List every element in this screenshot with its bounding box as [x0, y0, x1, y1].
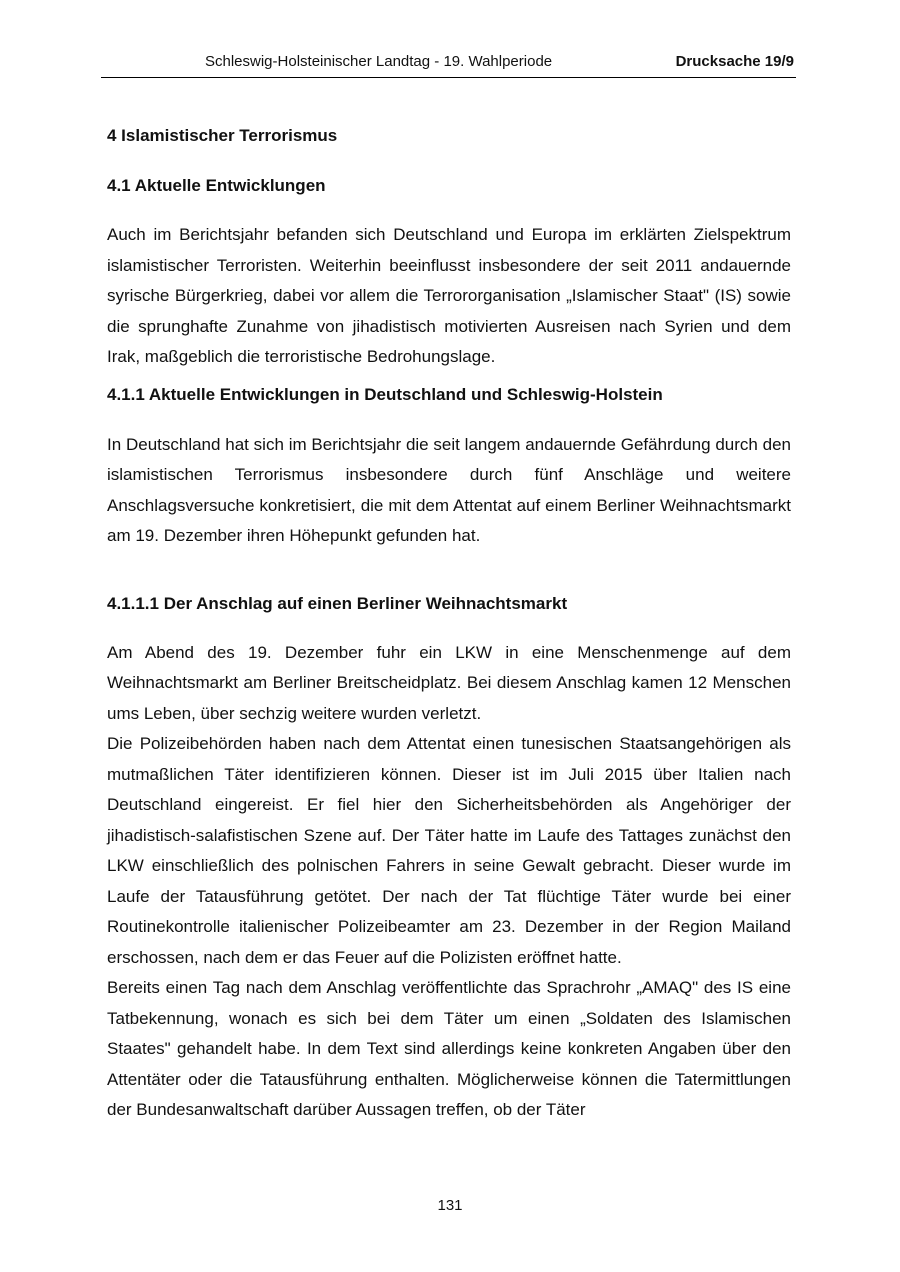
header-title: Schleswig-Holsteinischer Landtag - 19. Wahlperiode: [205, 53, 553, 70]
paragraph-4-1-1: In Deutschland hat sich im Berichtsjahr die seit langem andauernde Gefährdung durch den islamistischen Terrorismus insbesondere durch fünf Anschläge und weitere Anschlagsversuche konkretisiert, die mit dem Attentat auf einem Berliner Weihnachtsmarkt am 19. Dezember ihren Höhepunkt gefunden hat.: [107, 434, 791, 545]
page-number: 131: [437, 1197, 463, 1214]
paragraph-4-1-1-1-a: Am Abend des 19. Dezember fuhr ein LKW in eine Menschenmenge auf dem Weihnachtsmarkt am Berliner Breitscheidplatz. Bei diesem Anschlag kamen 12 Menschen ums Leben, über sechzig weitere wurden verletzt.: [107, 642, 791, 723]
paragraph-4-1-1-1-c: Bereits einen Tag nach dem Anschlag veröffentlichte das Sprachrohr „AMAQ" des IS eine Tatbekennung, wonach es sich bei dem Täter um einen „Soldaten des Islamischen Staates" gehandelt habe. In dem Text sind allerdings keine konkreten Angaben über den Attentäter oder die Tatausführung enthalten. Möglicherweise können die Tatermittlungen der Bundesanwaltschaft darüber Aussagen treffen, ob der Täter: [107, 978, 791, 1119]
page-content: [107, 124, 791, 1126]
paragraph-4-1-1-1-b: Die Polizeibehörden haben nach dem Attentat einen tunesischen Staatsangehörigen als mutmaßlichen Täter identifizieren können. Dieser ist im Juli 2015 über Italien nach Deutschland eingereist. Er fiel hier den Sicherheitsbehörden als Angehöriger der jihadistisch-salafistischen Szene auf. Der Täter hatte im Laufe des Tattages zunächst den LKW einschließlich des polnischen Fahrers in seine Gewalt gebracht. Dieser wurde im Laufe der Tatausführung getötet. Der nach der Tat flüchtige Täter wurde bei einer Routinekontrolle italienischer Polizeibeamter am 23. Dezember in der Region Mailand erschossen, nach dem er das Feuer auf die Polizisten eröffnet hatte.: [107, 734, 791, 967]
section-heading-4-1: 4.1 Aktuelle Entwicklungen: [107, 176, 326, 195]
section-heading-4-1-1-1: 4.1.1.1 Der Anschlag auf einen Berliner Weihnachtsmarkt: [107, 593, 568, 613]
section-heading-4: 4 Islamistischer Terrorismus: [107, 126, 338, 145]
document-number: Drucksache 19/9: [675, 53, 794, 70]
section-heading-4-1-1: 4.1.1 Aktuelle Entwicklungen in Deutschland und Schleswig-Holstein: [107, 384, 663, 404]
paragraph-4-1: Auch im Berichtsjahr befanden sich Deutschland und Europa im erklärten Zielspektrum islamistischer Terroristen. Weiterhin beeinflusst insbesondere der seit 2011 andauernde syrische Bürgerkrieg, dabei vor allem die Terrororganisation „Islamischer Staat" (IS) sowie die sprunghafte Zunahme von jihadistisch motivierten Ausreisen nach Syrien und dem Irak, maßgeblich die terroristische Bedrohungslage.: [107, 225, 791, 366]
page-header: [101, 50, 796, 78]
